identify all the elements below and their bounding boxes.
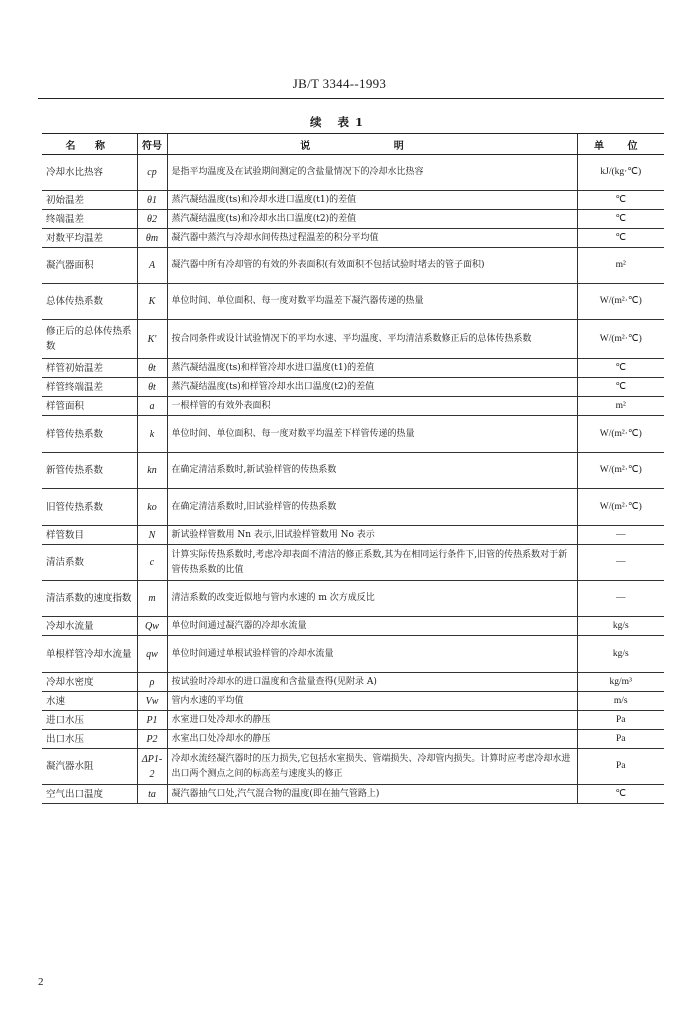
term-description: 单位时间、单位面积、每一度对数平均温差下样管传递的热量 [167,416,577,453]
term-unit: ℃ [577,785,664,804]
table-row [42,453,664,489]
term-unit: m² [577,397,664,416]
term-symbol: θ1 [137,191,167,210]
term-unit: — [577,545,664,581]
column-header-description: 说 明 [167,134,577,155]
term-name: 新管传热系数 [42,453,137,489]
table-row [42,711,664,730]
term-description: 凝汽器中所有冷却管的有效的外表面积(有效面积不包括试验时堵去的管子面积) [167,248,577,284]
term-symbol: K' [137,320,167,359]
table-row [42,191,664,210]
term-description: 蒸汽凝结温度(ts)和冷却水出口温度(t2)的差值 [167,210,577,229]
term-symbol: P2 [137,730,167,749]
table-header-row [42,134,664,155]
table-row [42,785,664,804]
term-description: 按试验时冷却水的进口温度和含盐量查得(见附录 A) [167,673,577,692]
term-symbol: m [137,581,167,617]
column-header-name: 名 称 [42,134,137,155]
term-unit: Pa [577,711,664,730]
term-symbol: qw [137,636,167,673]
term-symbol: Vw [137,692,167,711]
term-name: 冷却水比热容 [42,155,137,191]
term-name: 样管终端温差 [42,378,137,397]
term-symbol: ρ [137,673,167,692]
term-name: 总体传热系数 [42,284,137,320]
term-description: 一根样管的有效外表面积 [167,397,577,416]
term-unit: m² [577,248,664,284]
term-name: 进口水压 [42,711,137,730]
term-description: 蒸汽凝结温度(ts)和冷却水进口温度(t1)的差值 [167,191,577,210]
term-symbol: θ2 [137,210,167,229]
term-unit: Pa [577,730,664,749]
term-name: 修正后的总体传热系数 [42,320,137,359]
term-unit: W/(m²·℃) [577,489,664,526]
table-row [42,617,664,636]
term-symbol: θt [137,378,167,397]
term-unit: W/(m²·℃) [577,453,664,489]
term-symbol: θt [137,359,167,378]
term-name: 清洁系数的速度指数 [42,581,137,617]
term-symbol: A [137,248,167,284]
term-name: 样管传热系数 [42,416,137,453]
term-description: 单位时间通过凝汽器的冷却水流量 [167,617,577,636]
term-unit: ℃ [577,191,664,210]
table-row [42,229,664,248]
terms-table [42,133,664,804]
term-name: 冷却水流量 [42,617,137,636]
table-row [42,210,664,229]
table-row [42,526,664,545]
term-symbol: P1 [137,711,167,730]
term-name: 凝汽器水阻 [42,749,137,785]
table-row [42,378,664,397]
term-unit: m/s [577,692,664,711]
term-name: 清洁系数 [42,545,137,581]
term-unit: W/(m²·℃) [577,284,664,320]
table-row [42,248,664,284]
term-description: 蒸汽凝结温度(ts)和样管冷却水进口温度(t1)的差值 [167,359,577,378]
term-symbol: N [137,526,167,545]
table-row [42,749,664,785]
term-symbol: K [137,284,167,320]
column-header-symbol: 符号 [137,134,167,155]
term-name: 对数平均温差 [42,229,137,248]
term-description: 水室出口处冷却水的静压 [167,730,577,749]
term-unit: kg/s [577,617,664,636]
table-row [42,545,664,581]
term-unit: kg/m³ [577,673,664,692]
term-description: 冷却水流经凝汽器时的压力损失,它包括水室损失、管端损失、冷却管内损失。计算时应考虑冷却水进出口两个测点之间的标高差与速度头的修正 [167,749,577,785]
term-description: 是指平均温度及在试验期间测定的含盐量情况下的冷却水比热容 [167,155,577,191]
term-name: 样管数目 [42,526,137,545]
term-name: 空气出口温度 [42,785,137,804]
term-unit: kJ/(kg·℃) [577,155,664,191]
term-name: 水速 [42,692,137,711]
term-symbol: kn [137,453,167,489]
table-row [42,489,664,526]
term-unit: ℃ [577,359,664,378]
table-row [42,359,664,378]
term-unit: ℃ [577,378,664,397]
term-description: 单位时间、单位面积、每一度对数平均温差下凝汽器传递的热量 [167,284,577,320]
term-unit: — [577,526,664,545]
term-description: 水室进口处冷却水的静压 [167,711,577,730]
term-description: 凝汽器中蒸汽与冷却水间传热过程温差的积分平均值 [167,229,577,248]
term-description: 单位时间通过单根试验样管的冷却水流量 [167,636,577,673]
table-row [42,155,664,191]
term-unit: ℃ [577,210,664,229]
term-name: 凝汽器面积 [42,248,137,284]
term-symbol: ko [137,489,167,526]
term-unit: Pa [577,749,664,785]
table-row [42,320,664,359]
term-name: 样管面积 [42,397,137,416]
term-description: 管内水速的平均值 [167,692,577,711]
term-symbol: a [137,397,167,416]
column-header-unit: 单 位 [577,134,664,155]
term-description: 凝汽器抽气口处,汽气混合物的温度(即在抽气管路上) [167,785,577,804]
term-description: 清洁系数的改变近似地与管内水速的 m 次方成反比 [167,581,577,617]
term-symbol: k [137,416,167,453]
term-description: 在确定清洁系数时,新试验样管的传热系数 [167,453,577,489]
term-unit: — [577,581,664,617]
term-symbol: θm [137,229,167,248]
term-symbol: cp [137,155,167,191]
term-symbol: ta [137,785,167,804]
table-row [42,581,664,617]
term-unit: W/(m²·℃) [577,320,664,359]
term-name: 终端温差 [42,210,137,229]
term-name: 初始温差 [42,191,137,210]
term-symbol: Qw [137,617,167,636]
term-description: 蒸汽凝结温度(ts)和样管冷却水出口温度(t2)的差值 [167,378,577,397]
term-name: 冷却水密度 [42,673,137,692]
term-description: 计算实际传热系数时,考虑冷却表面不清洁的修正系数,其为在相同运行条件下,旧管的传热系数对于新管传热系数的比值 [167,545,577,581]
term-description: 新试验样管数用 Nn 表示,旧试验样管数用 No 表示 [167,526,577,545]
term-description: 在确定清洁系数时,旧试验样管的传热系数 [167,489,577,526]
table-row [42,673,664,692]
term-name: 样管初始温差 [42,359,137,378]
term-unit: ℃ [577,229,664,248]
table-row [42,692,664,711]
term-symbol: c [137,545,167,581]
table-row [42,416,664,453]
standard-code-header: JB/T 3344--1993 [292,76,387,91]
table-row [42,730,664,749]
term-symbol: ΔP1-2 [137,749,167,785]
term-unit: kg/s [577,636,664,673]
term-name: 出口水压 [42,730,137,749]
header-rule [38,98,664,99]
table-caption: 续 表1 [309,115,369,129]
term-name: 单根样管冷却水流量 [42,636,137,673]
table-row [42,636,664,673]
table-row [42,284,664,320]
term-description: 按合同条件或设计试验情况下的平均水速、平均温度、平均清洁系数修正后的总体传热系数 [167,320,577,359]
term-name: 旧管传热系数 [42,489,137,526]
page-number: 2 [38,976,44,988]
table-row [42,397,664,416]
term-unit: W/(m²·℃) [577,416,664,453]
